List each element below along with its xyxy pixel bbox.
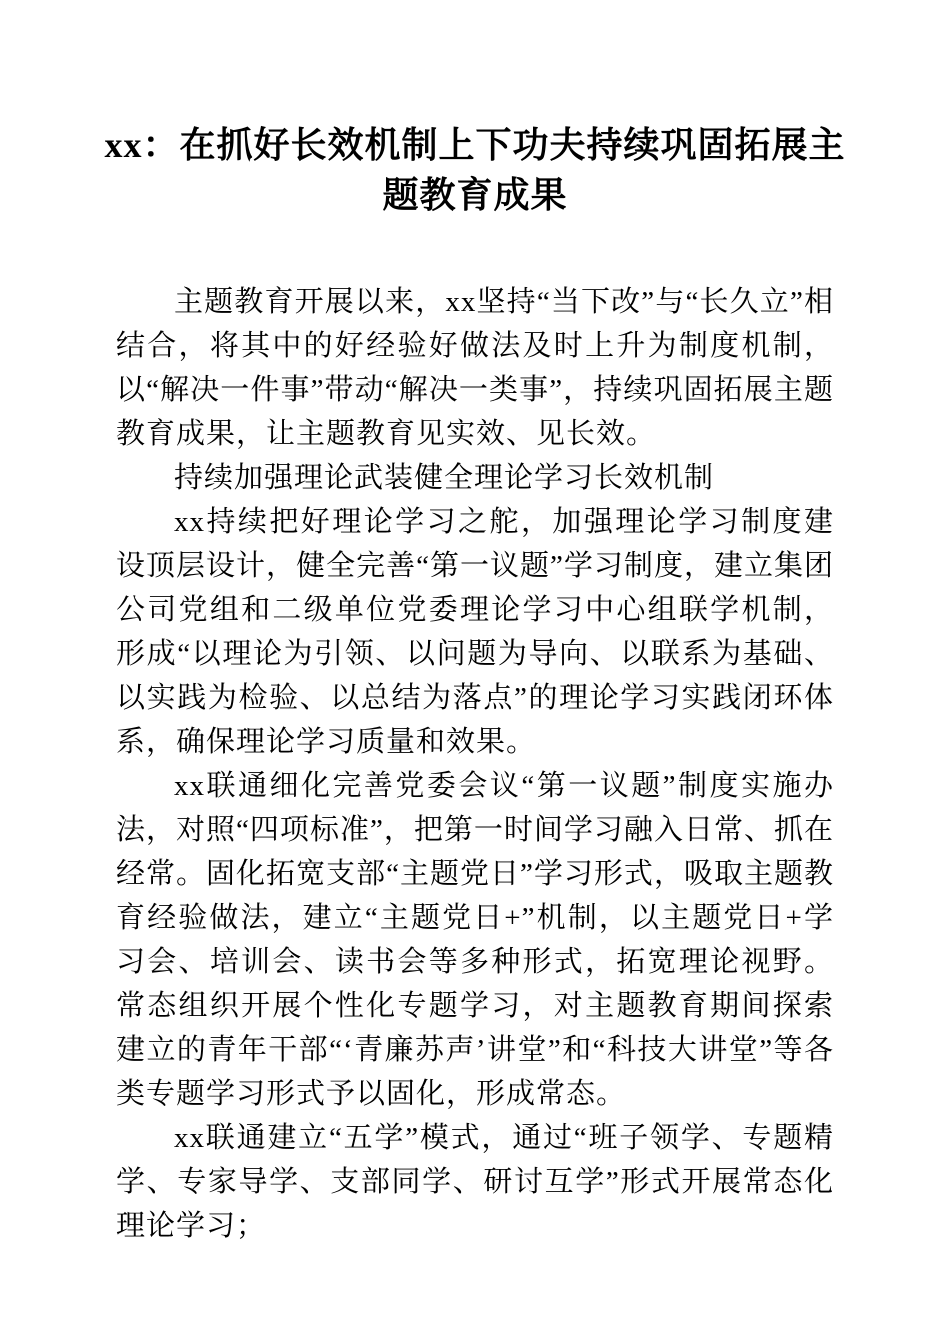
paragraph-intro: 主题教育开展以来，xx坚持“当下改”与“长久立”相结合，将其中的好经验好做法及时上升为制度机制，以“解决一件事”带动“解决一类事”，持续巩固拓展主题教育成果，让主题教育见实效、见长效。 <box>116 286 834 450</box>
paragraph-first-topic-system: xx联通细化完善党委会议“第一议题”制度实施办法，对照“四项标准”，把第一时间学习融入日常、抓在经常。固化拓宽支部“主题党日”学习形式，吸取主题教育经验做法，建立“主题党日+”机制，以主题党日+学习会、培训会、读书会等多种形式，拓宽理论视野。常态组织开展个性化专题学习，对主题教育期间探索建立的青年干部“‘青廉苏声’讲堂”和“科技大讲堂”等各类专题学习形式予以固化，形成常态。 <box>116 770 834 1110</box>
paragraph-five-learn-model: xx联通建立“五学”模式，通过“班子领学、专题精学、专家导学、支部同学、研讨互学”形式开展常态化理论学习； <box>116 1122 834 1242</box>
paragraph-theory-study: xx持续把好理论学习之舵，加强理论学习制度建设顶层设计，健全完善“第一议题”学习制度，建立集团公司党组和二级单位党委理论学习中心组联学机制，形成“以理论为引领、以问题为导向、以联系为基础、以实践为检验、以总结为落点”的理论学习实践闭环体系，确保理论学习质量和效果。 <box>116 506 834 758</box>
paragraph-section-heading: 持续加强理论武装健全理论学习长效机制 <box>174 462 715 494</box>
document-body <box>0 280 950 1248</box>
document-title: xx：在抓好长效机制上下功夫持续巩固拓展主题教育成果 <box>104 125 846 215</box>
